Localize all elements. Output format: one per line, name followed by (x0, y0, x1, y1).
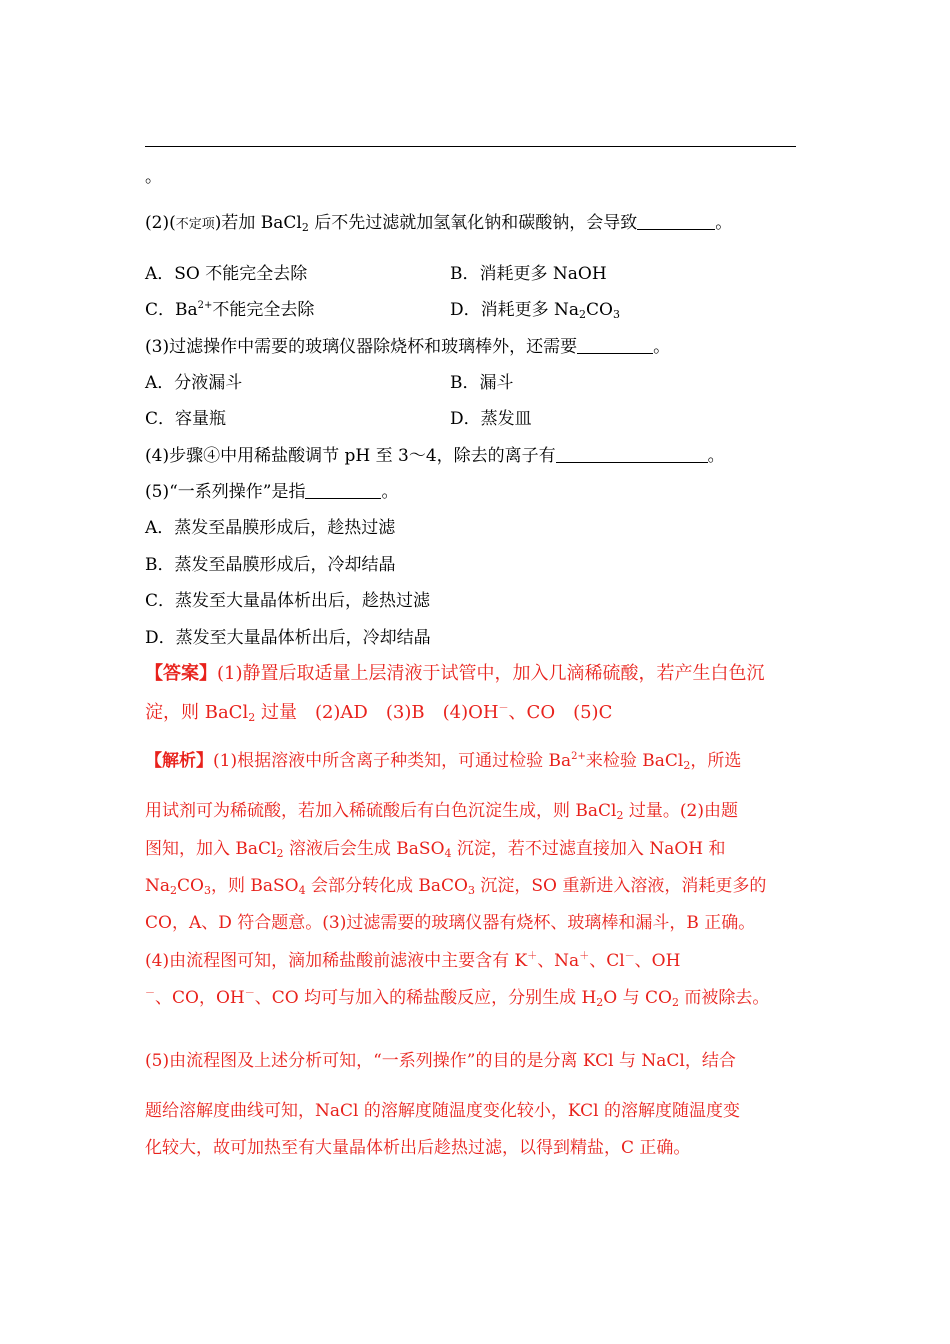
answer-label: 【答案】 (145, 663, 217, 684)
q5-option-c: C．蒸发至大量晶体析出后，趁热过滤 (145, 591, 431, 611)
question-3: (3)过滤操作中需要的玻璃仪器除烧杯和玻璃棒外，还需要 。 (145, 337, 671, 357)
answer-blank[interactable] (577, 337, 653, 354)
question-5: (5)“一系列操作”是指 。 (145, 482, 399, 502)
question-2: (2)(不定项)若加 BaCl$_2$ 后不先过滤就加氢氧化钠和碳酸钠，会导致 。 (145, 213, 733, 234)
q2-option-b: B．消耗更多 NaOH (450, 264, 607, 284)
answer-blank-line (145, 146, 796, 147)
q3-option-b: B．漏斗 (450, 373, 514, 393)
q2-option-c: C．$Ba^{2+}$不能完全去除 (145, 300, 315, 320)
q5-option-a: A．蒸发至晶膜形成后，趁热过滤 (145, 518, 396, 538)
q3-option-d: D．蒸发皿 (450, 409, 532, 429)
analysis-label: 【解析】 (145, 751, 213, 771)
q2-option-a: A．SO 不能完全去除 (145, 264, 308, 284)
answer-blank[interactable] (305, 482, 381, 499)
q2-option-d: D．消耗更多 $Na_2CO_3$ (450, 300, 620, 321)
analysis-line-7: －、CO，OH－、CO 均可与加入的稀盐酸反应，分别生成 $H_2O$ 与 $CO_2$ 而被除去。 (145, 988, 770, 1009)
analysis-line-3: 图知，加入 BaCl$_2$ 溶液后会生成 BaSO$_4$ 沉淀，若不过滤直接加入 NaOH 和 (145, 839, 726, 860)
q5-option-d: D．蒸发至大量晶体析出后，冷却结晶 (145, 628, 431, 648)
q3-option-c: C．容量瓶 (145, 409, 227, 429)
analysis-line-6: (4)由流程图可知，滴加稀盐酸前滤液中主要含有 K＋、Na＋、Cl－、OH (145, 951, 681, 971)
answer-blank[interactable] (556, 446, 708, 463)
question-4: (4)步骤④中用稀盐酸调节 pH 至 3～4，除去的离子有 。 (145, 446, 725, 466)
top-end-mark: 。 (145, 167, 162, 187)
answer-line-2: 淀，则 BaCl$_2$ 过量 (2)AD (3)B (4)OH－、CO (5)C (145, 702, 613, 724)
answer-blank[interactable] (637, 213, 715, 230)
answer-line-1: 【答案】(1)静置后取适量上层清液于试管中，加入几滴稀硫酸，若产生白色沉 (145, 663, 765, 684)
analysis-line-9: 题给溶解度曲线可知，NaCl 的溶解度随温度变化较小，KCl 的溶解度随温度变 (145, 1101, 740, 1121)
analysis-line-10: 化较大，故可加热至有大量晶体析出后趁热过滤，以得到精盐，C 正确。 (145, 1138, 691, 1158)
q5-option-b: B．蒸发至晶膜形成后，冷却结晶 (145, 555, 396, 575)
analysis-line-8: (5)由流程图及上述分析可知，“一系列操作”的目的是分离 KCl 与 NaCl，结合 (145, 1051, 736, 1071)
analysis-line-1: 【解析】(1)根据溶液中所含离子种类知，可通过检验 $Ba^{2+}$来检验 BaCl$_2$，所选 (145, 751, 742, 772)
analysis-line-4: $Na_2CO_3$，则 BaSO$_4$ 会部分转化成 BaCO$_3$ 沉淀，SO 重新进入溶液，消耗更多的 (145, 876, 767, 897)
q3-option-a: A．分液漏斗 (145, 373, 243, 393)
analysis-line-5: CO，A、D 符合题意。(3)过滤需要的玻璃仪器有烧杯、玻璃棒和漏斗，B 正确。 (145, 913, 756, 933)
analysis-line-2: 用试剂可为稀硫酸，若加入稀硫酸后有白色沉淀生成，则 BaCl$_2$ 过量。(2)由题 (145, 801, 738, 822)
